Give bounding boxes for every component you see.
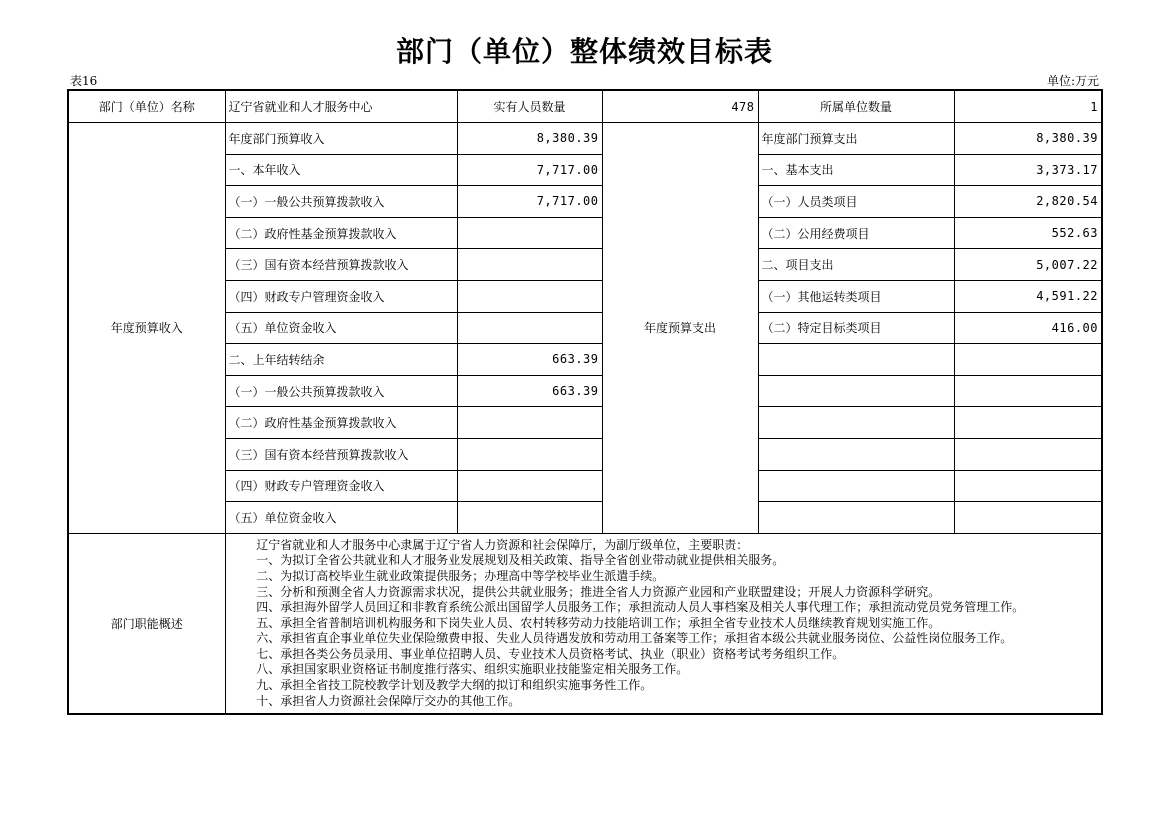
income-item-label: 年度部门预算收入	[225, 123, 457, 155]
expense-item-value	[954, 502, 1102, 534]
income-item-label: （五）单位资金收入	[225, 502, 457, 534]
expense-item-label	[758, 344, 954, 376]
income-item-label: （三）国有资本经营预算拨款收入	[225, 249, 457, 281]
expense-item-value: 8,380.39	[954, 123, 1102, 155]
expense-section-label: 年度预算支出	[602, 123, 758, 534]
income-item-value	[457, 249, 602, 281]
income-item-value	[457, 312, 602, 344]
expense-item-label	[758, 502, 954, 534]
income-item-label: （五）单位资金收入	[225, 312, 457, 344]
expense-item-label: 年度部门预算支出	[758, 123, 954, 155]
expense-item-label	[758, 407, 954, 439]
income-item-label: （三）国有资本经营预算拨款收入	[225, 438, 457, 470]
income-item-value: 7,717.00	[457, 154, 602, 186]
function-line: 一、为拟订全省公共就业和人才服务业发展规划及相关政策、指导全省创业带动就业提供相关服务。	[256, 553, 785, 568]
expense-item-value	[954, 470, 1102, 502]
expense-item-label	[758, 470, 954, 502]
expense-item-value: 3,373.17	[954, 154, 1102, 186]
income-item-label: （四）财政专户管理资金收入	[225, 470, 457, 502]
function-line: 辽宁省就业和人才服务中心隶属于辽宁省人力资源和社会保障厅，为副厅级单位，主要职责：	[256, 537, 749, 552]
income-item-label: （一）一般公共预算拨款收入	[225, 186, 457, 218]
income-item-value	[457, 470, 602, 502]
function-line: 八、承担国家职业资格证书制度推行落实、组织实施职业技能鉴定相关服务工作。	[256, 662, 689, 677]
subunit-count-label: 所属单位数量	[758, 90, 954, 123]
expense-item-value	[954, 375, 1102, 407]
expense-item-label: 二、项目支出	[758, 249, 954, 281]
budget-section	[68, 123, 1102, 534]
income-item-label: 一、本年收入	[225, 154, 457, 186]
income-item-label: 二、上年结转结余	[225, 344, 457, 376]
expense-item-value: 552.63	[954, 217, 1102, 249]
functions-text	[225, 533, 1102, 714]
function-line: 三、分析和预测全省人力资源需求状况，提供公共就业服务；推进全省人力资源产业园和产业联盟建设；开展人力资源科学研究。	[256, 584, 941, 599]
expense-item-value: 2,820.54	[954, 186, 1102, 218]
function-line: 六、承担省直企事业单位失业保险缴费申报、失业人员待遇发放和劳动用工备案等工作；承担省本级公共就业服务岗位、公益性岗位服务工作。	[256, 631, 1013, 646]
function-line: 五、承担全省普制培训机构服务和下岗失业人员、农村转移劳动力技能培训工作；承担全省专业技术人员继续教育规划实施工作。	[256, 615, 941, 630]
expense-item-label	[758, 438, 954, 470]
expense-item-value: 416.00	[954, 312, 1102, 344]
income-item-value	[457, 217, 602, 249]
functions-label: 部门职能概述	[68, 533, 225, 714]
income-item-value	[457, 502, 602, 534]
staff-count-value: 478	[602, 90, 758, 123]
income-section-label: 年度预算收入	[68, 123, 225, 534]
performance-table	[67, 89, 1103, 715]
income-item-label: （四）财政专户管理资金收入	[225, 280, 457, 312]
expense-item-value	[954, 344, 1102, 376]
expense-item-label: 一、基本支出	[758, 154, 954, 186]
income-item-label: （一）一般公共预算拨款收入	[225, 375, 457, 407]
budget-row	[68, 123, 1102, 155]
function-line: 十、承担省人力资源社会保障厅交办的其他工作。	[256, 693, 521, 708]
functions-row	[68, 533, 1102, 714]
income-item-value	[457, 280, 602, 312]
unit-label: 单位:万元	[1046, 74, 1099, 88]
income-item-value: 663.39	[457, 344, 602, 376]
expense-item-label	[758, 375, 954, 407]
income-item-label: （二）政府性基金预算拨款收入	[225, 407, 457, 439]
income-item-value: 8,380.39	[457, 123, 602, 155]
expense-item-label: （一）人员类项目	[758, 186, 954, 218]
income-item-value: 7,717.00	[457, 186, 602, 218]
function-line: 九、承担全省技工院校教学计划及教学大纲的拟订和组织实施事务性工作。	[256, 678, 653, 693]
page-title: 部门（单位）整体绩效目标表	[395, 35, 773, 68]
dept-name-value: 辽宁省就业和人才服务中心	[225, 90, 457, 123]
expense-item-value: 5,007.22	[954, 249, 1102, 281]
staff-count-label: 实有人员数量	[457, 90, 602, 123]
expense-item-value	[954, 438, 1102, 470]
income-item-label: （二）政府性基金预算拨款收入	[225, 217, 457, 249]
subunit-count-value: 1	[954, 90, 1102, 123]
expense-item-label: （二）特定目标类项目	[758, 312, 954, 344]
table-number: 表16	[70, 74, 98, 88]
function-line: 二、为拟订高校毕业生就业政策提供服务；办理高中等学校毕业生派遣手续。	[256, 568, 665, 583]
expense-item-value	[954, 407, 1102, 439]
expense-item-label: （二）公用经费项目	[758, 217, 954, 249]
dept-name-label: 部门（单位）名称	[68, 90, 225, 123]
income-item-value	[457, 407, 602, 439]
expense-item-label: （一）其他运转类项目	[758, 280, 954, 312]
income-item-value: 663.39	[457, 375, 602, 407]
expense-item-value: 4,591.22	[954, 280, 1102, 312]
function-line: 七、承担各类公务员录用、事业单位招聘人员、专业技术人员资格考试、执业（职业）资格考试考务组织工作。	[256, 646, 845, 661]
income-item-value	[457, 438, 602, 470]
info-row	[68, 90, 1102, 123]
function-line: 四、承担海外留学人员回辽和非教育系统公派出国留学人员服务工作；承担流动人员人事档案及相关人事代理工作；承担流动党员党务管理工作。	[256, 600, 1025, 615]
